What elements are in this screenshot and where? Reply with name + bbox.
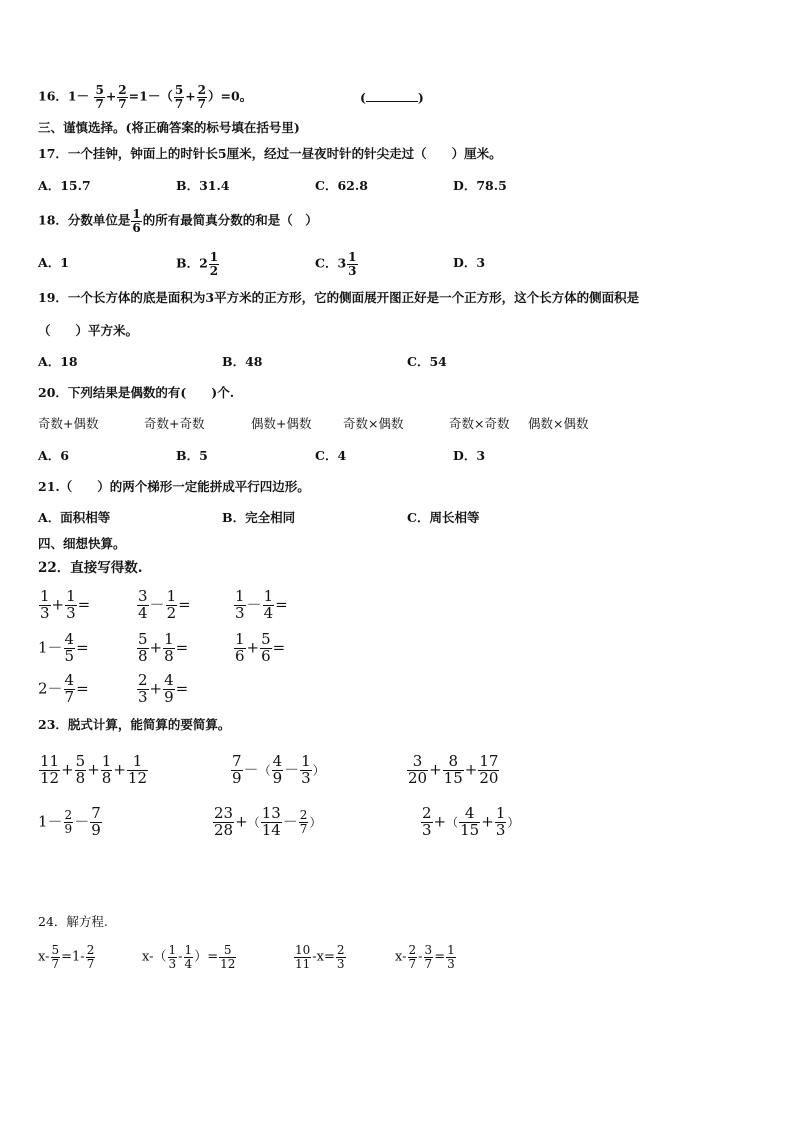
q23-expression-1: $\frac{11}{12}$ + $\frac{5}{8}$ + $\frac{1}{8}$ + $\frac{1}{12}$: [40, 752, 148, 787]
fraction: $\frac{7}{9}$: [232, 752, 242, 787]
fraction: $\frac{13}{14}$: [261, 804, 281, 839]
q17-option-d[interactable]: D．78.5: [453, 178, 507, 193]
q20-item: 偶数+偶数: [251, 416, 312, 431]
fraction: $\frac{4}{7}$: [64, 671, 75, 706]
fraction: $\frac{10}{11}$: [295, 943, 311, 971]
q20-option-c[interactable]: C．4: [315, 448, 347, 463]
fraction: $\frac{1}{3}$: [235, 587, 245, 622]
fraction: $\frac{1}{3}$: [40, 587, 50, 622]
q22-item-5: $\frac{5}{8}$ + $\frac{1}{8}$ =: [138, 630, 189, 665]
fraction: $\frac{5}{12}$: [220, 943, 236, 971]
q22-item-3: $\frac{1}{3}$ － $\frac{1}{4}$ =: [235, 587, 288, 622]
question-19-stem-line1: 19．一个长方体的底是面积为3平方米的正方形，它的侧面展开图正好是一个正方形，这个长方体的侧面积是: [38, 290, 640, 305]
section-3-title: 三、谨慎选择。(将正确答案的标号填在括号里): [38, 120, 300, 135]
fraction: $\frac{3}{7}$: [424, 943, 433, 971]
fraction: $\frac{1}{3}$: [495, 804, 506, 839]
q18-option-a[interactable]: A．1: [38, 255, 69, 270]
question-18-stem: 18．分数单位是 $\frac{1}{6}$ 的所有最简真分数的和是（ ）: [38, 207, 318, 235]
fraction: $\frac{1}{3}$: [168, 943, 177, 971]
q17-option-c[interactable]: C．62.8: [315, 178, 368, 193]
q18-option-d[interactable]: D．3: [453, 255, 486, 270]
fraction: $\frac{3}{4}$: [138, 587, 148, 622]
q21-option-b[interactable]: B．完全相同: [222, 510, 296, 525]
fraction: $\frac{5}{7}$: [95, 83, 104, 111]
fraction: $\frac{2}{7}$: [118, 83, 127, 111]
fraction: $\frac{2}{3}$: [336, 943, 345, 971]
q23-expression-2: $\frac{7}{9}$ －（ $\frac{4}{9}$ － $\frac{1}{3}$ ）: [232, 752, 325, 787]
q24-equation-2: x-（ $\frac{1}{3}$ - $\frac{1}{4}$ ）= $\frac{5}{12}$: [142, 943, 236, 971]
q23-expression-3: $\frac{3}{20}$ + $\frac{8}{15}$ + $\frac{17}{20}$: [408, 752, 499, 787]
q24-equation-3: $\frac{10}{11}$ -x= $\frac{2}{3}$: [295, 943, 345, 971]
q19-option-a[interactable]: A．18: [38, 354, 78, 369]
fraction: $\frac{1}{12}$: [127, 752, 148, 787]
q19-option-b[interactable]: B．48: [222, 354, 263, 369]
fraction: $\frac{5}{8}$: [138, 630, 148, 665]
q22-item-1: $\frac{1}{3}$ + $\frac{1}{3}$ =: [40, 587, 91, 622]
q21-option-c[interactable]: C．周长相等: [407, 510, 480, 525]
fraction: $\frac{4}{9}$: [272, 752, 283, 787]
fraction: $\frac{1}{8}$: [101, 752, 112, 787]
fraction: $\frac{5}{8}$: [75, 752, 86, 787]
fraction: $\frac{17}{20}$: [479, 752, 499, 787]
q22-item-8: $\frac{2}{3}$ + $\frac{4}{9}$ =: [138, 671, 189, 706]
question-19-stem-line2: （ ）平方米。: [38, 323, 139, 338]
fraction: $\frac{2}{7}$: [197, 83, 207, 111]
q20-item: 奇数+奇数: [144, 416, 205, 431]
fraction: $\frac{1}{4}$: [184, 943, 193, 971]
fraction: $\frac{3}{20}$: [408, 752, 428, 787]
fraction: $\frac{1}{6}$: [235, 630, 245, 665]
section-4-title: 四、细想快算。: [38, 536, 126, 551]
fraction: $\frac{11}{12}$: [40, 752, 60, 787]
q20-item: 奇数×奇数: [449, 416, 510, 431]
q22-item-6: $\frac{1}{6}$ + $\frac{5}{6}$ =: [235, 630, 286, 665]
q22-item-2: $\frac{3}{4}$ － $\frac{1}{2}$ =: [138, 587, 191, 622]
q23-expression-4: 1－ $\frac{2}{9}$ － $\frac{7}{9}$: [38, 804, 101, 839]
q18-option-b[interactable]: B．2 $\frac{1}{2}$: [176, 250, 219, 278]
fraction: $\frac{2}{7}$: [408, 943, 417, 971]
fraction: $\frac{1}{3}$: [301, 752, 311, 787]
question-16: 16．1－ $\frac{5}{7}$ + $\frac{2}{7}$ =1－（ $\frac{5}{7}$ + $\frac{2}{7}$ ）=0。: [38, 83, 253, 111]
fraction: $\frac{7}{9}$: [91, 804, 101, 839]
fraction: $\frac{1}{3}$: [66, 587, 76, 622]
fraction: $\frac{1}{3}$: [348, 250, 357, 278]
q23-expression-5: $\frac{23}{28}$ +（ $\frac{13}{14}$ － $\frac{2}{7}$ ）: [214, 804, 322, 839]
fraction: $\frac{23}{28}$: [214, 804, 234, 839]
answer-blank[interactable]: ( ): [360, 90, 424, 105]
fraction: $\frac{1}{4}$: [263, 587, 274, 622]
fraction: $\frac{1}{6}$: [132, 207, 141, 235]
q22-item-7: 2－ $\frac{4}{7}$ =: [38, 671, 89, 706]
q19-option-c[interactable]: C．54: [407, 354, 447, 369]
q20-item: 奇数+偶数: [38, 416, 99, 431]
question-17-stem: 17．一个挂钟，钟面上的时针长5厘米，经过一昼夜时针的针尖走过（ ）厘米。: [38, 146, 502, 161]
q17-option-b[interactable]: B．31.4: [176, 178, 230, 193]
q22-item-4: 1－ $\frac{4}{5}$ =: [38, 630, 89, 665]
fraction: $\frac{2}{3}$: [138, 671, 148, 706]
fraction: $\frac{8}{15}$: [443, 752, 463, 787]
fraction: $\frac{2}{3}$: [422, 804, 432, 839]
question-24-title: 24．解方程.: [38, 914, 108, 929]
fraction: $\frac{1}{2}$: [166, 587, 177, 622]
fraction: $\frac{2}{7}$: [86, 943, 95, 971]
q24-equation-1: x- $\frac{5}{7}$ =1- $\frac{2}{7}$: [38, 943, 95, 971]
q17-option-a[interactable]: A．15.7: [38, 178, 91, 193]
fraction: $\frac{4}{9}$: [164, 671, 174, 706]
fraction: $\frac{4}{15}$: [460, 804, 480, 839]
question-20-stem: 20．下列结果是偶数的有( )个.: [38, 385, 235, 400]
q18-option-c[interactable]: C．3 $\frac{1}{3}$: [315, 250, 357, 278]
q20-item: 奇数×偶数: [343, 416, 404, 431]
fraction: $\frac{4}{5}$: [64, 630, 75, 665]
fraction: $\frac{1}{3}$: [447, 943, 455, 971]
q21-option-a[interactable]: A．面积相等: [38, 510, 111, 525]
q20-option-a[interactable]: A．6: [38, 448, 69, 463]
q20-option-d[interactable]: D．3: [453, 448, 486, 463]
fraction: $\frac{5}{6}$: [261, 630, 271, 665]
fraction: $\frac{2}{9}$: [64, 808, 73, 836]
fraction: $\frac{1}{8}$: [164, 630, 174, 665]
fraction: $\frac{5}{7}$: [174, 83, 184, 111]
q20-item: 偶数×偶数: [528, 416, 589, 431]
q24-equation-4: x- $\frac{2}{7}$ - $\frac{3}{7}$ = $\frac{1}{3}$: [395, 943, 455, 971]
question-22-title: 22．直接写得数.: [38, 560, 143, 576]
q20-option-b[interactable]: B．5: [176, 448, 208, 463]
fraction: $\frac{5}{7}$: [51, 943, 60, 971]
question-23-title: 23．脱式计算，能简算的要简算。: [38, 717, 231, 732]
question-21-stem: 21.（ ）的两个梯形一定能拼成平行四边形。: [38, 479, 310, 494]
fraction: $\frac{1}{2}$: [209, 250, 219, 278]
q23-expression-6: $\frac{2}{3}$ +（ $\frac{4}{15}$ + $\frac{1}{3}$ ）: [422, 804, 520, 839]
fraction: $\frac{2}{7}$: [299, 808, 308, 836]
